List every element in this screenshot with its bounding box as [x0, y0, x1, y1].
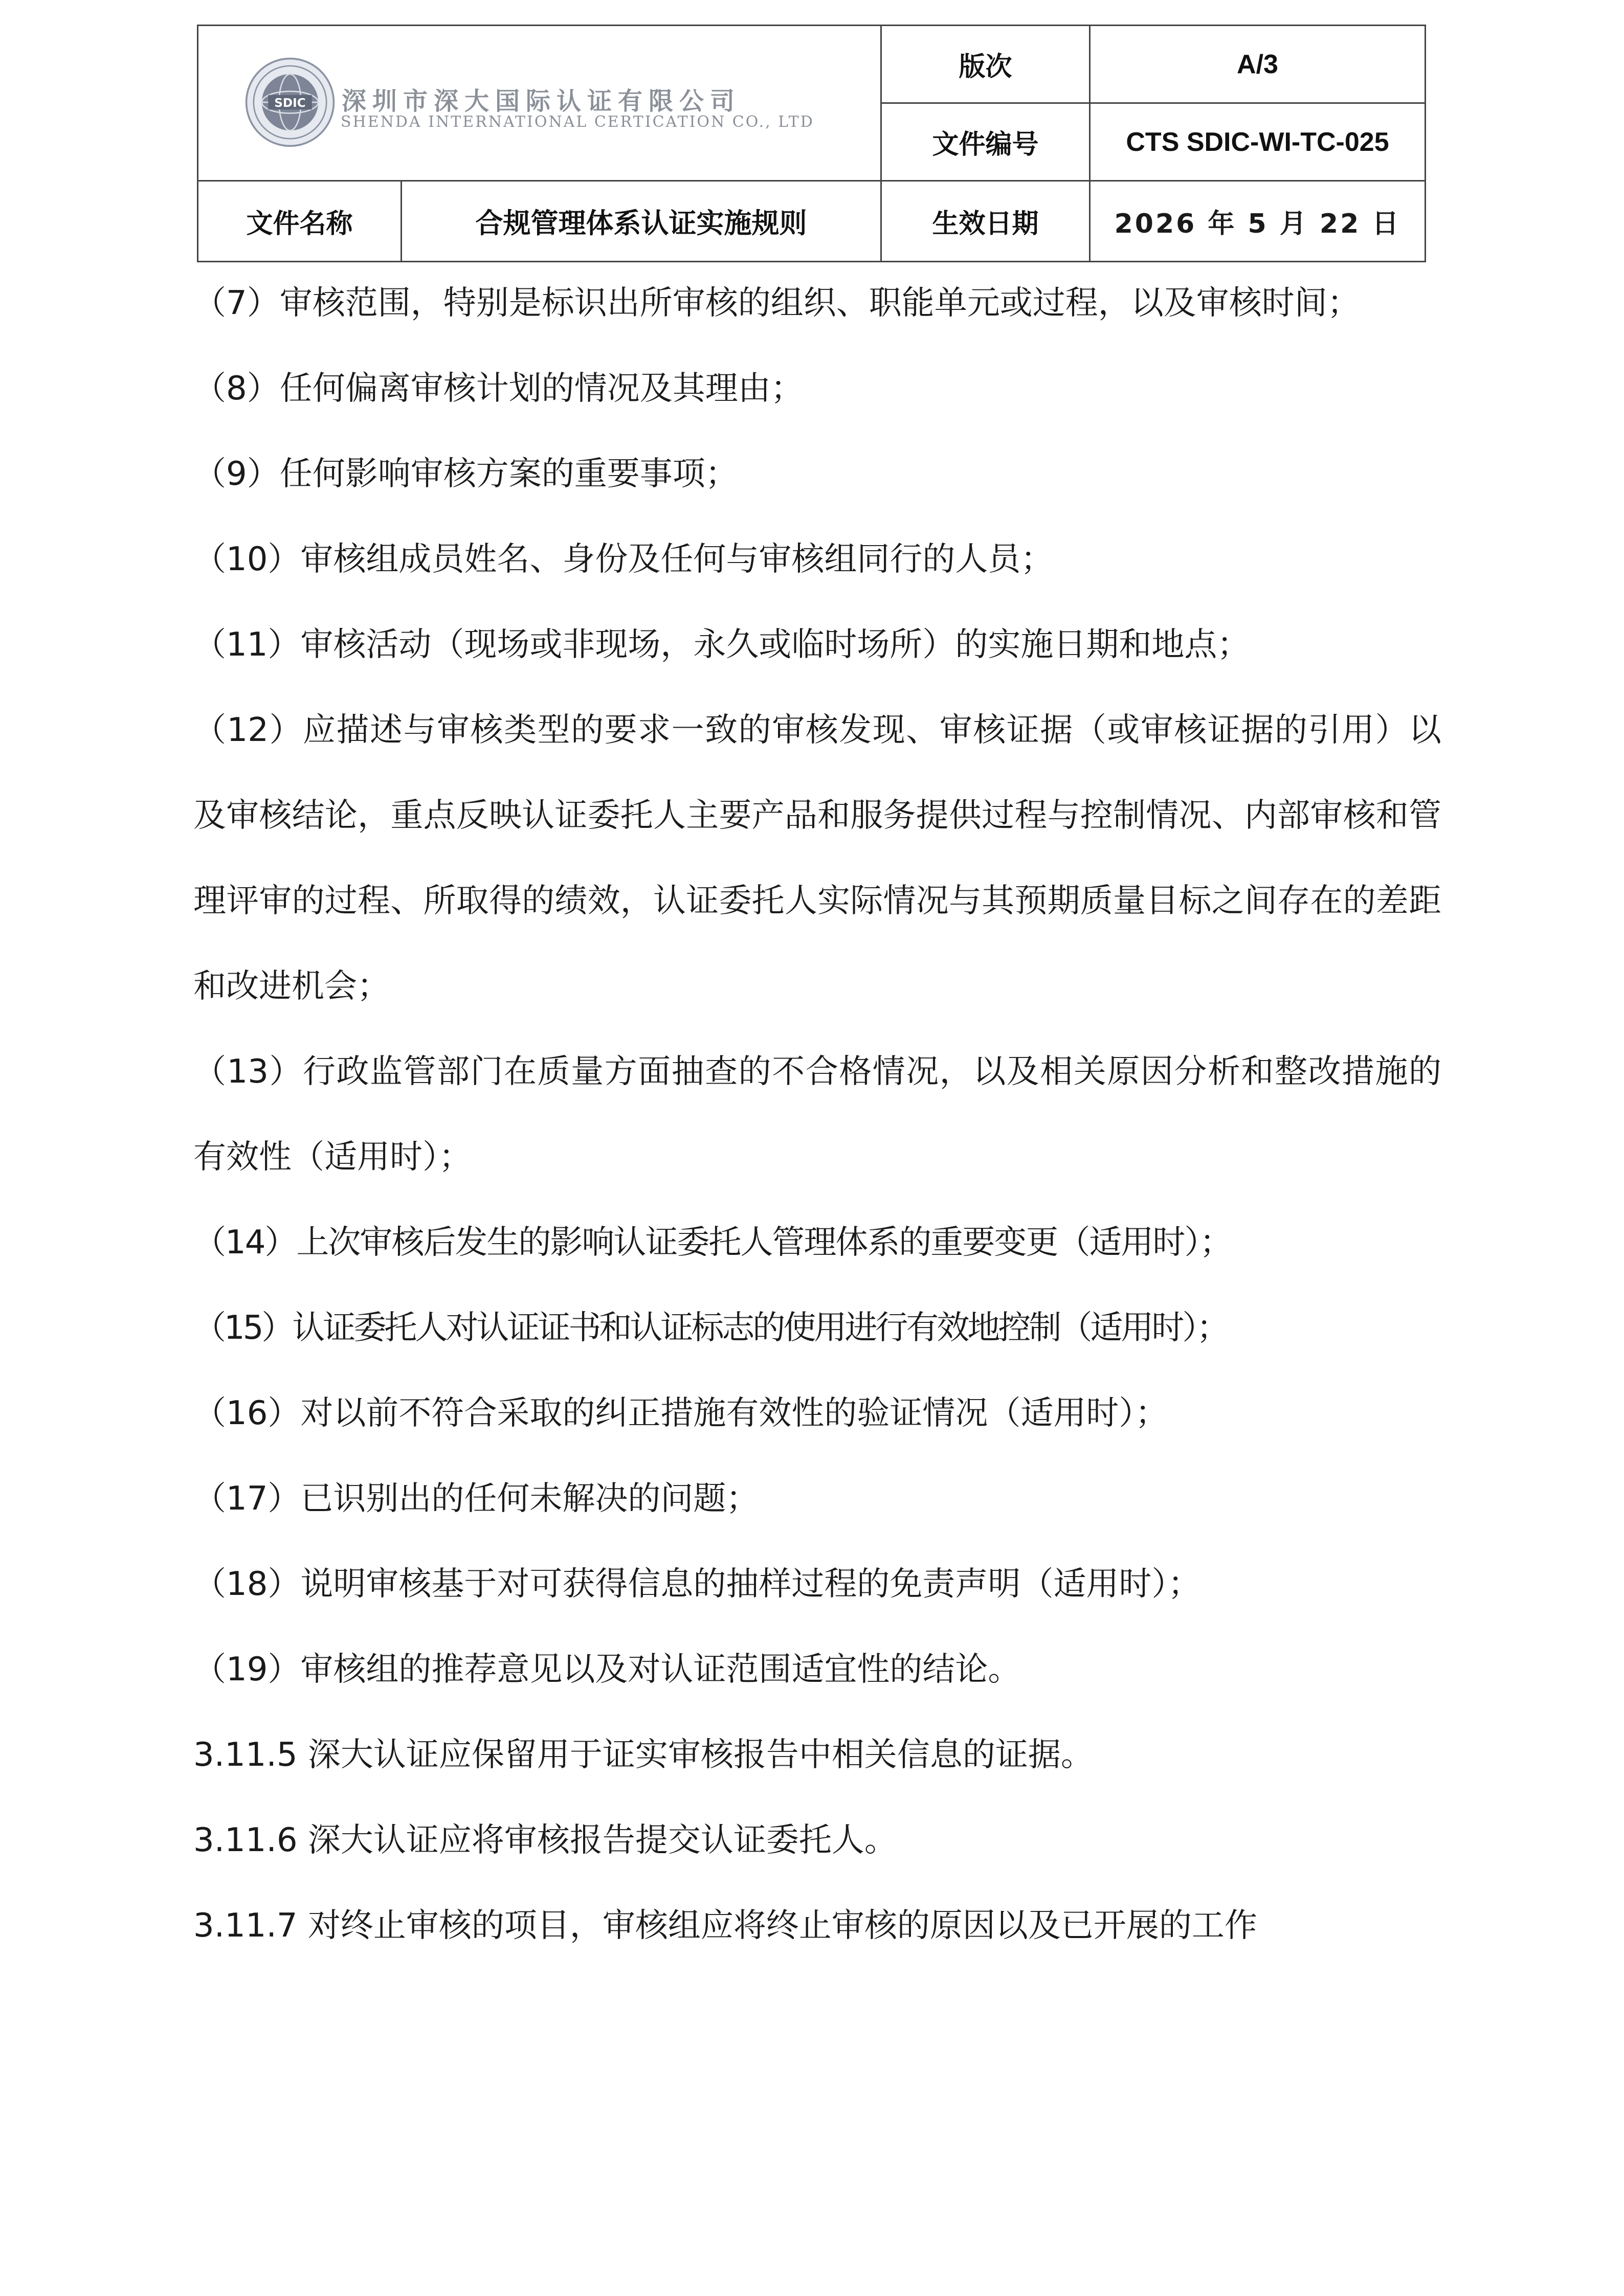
document-body — [193, 261, 1441, 1969]
effective-date-value: 2026 年 5 月 22 日 — [1090, 181, 1426, 262]
section-paragraph: 3.11.5 深大认证应保留用于证实审核报告中相关信息的证据。 — [193, 1736, 1094, 1774]
file-name-value: 合规管理体系认证实施规则 — [402, 181, 881, 262]
company-name-en: SHENDA INTERNATIONAL CERTICATION CO., LTD — [341, 113, 814, 131]
clause-paragraph: （17）已识别出的任何未解决的问题； — [193, 1480, 759, 1518]
file-name-label: 文件名称 — [198, 181, 402, 262]
company-name-cn: 深圳市深大国际认证有限公司 — [342, 87, 741, 116]
clause-paragraph: （15）认证委托人对认证证书和认证标志的使用进行有效地控制（适用时）； — [193, 1309, 1228, 1347]
clause-paragraph: （16）对以前不符合采取的纠正措施有效性的验证情况（适用时）； — [193, 1394, 1168, 1432]
section-paragraph: 3.11.6 深大认证应将审核报告提交认证委托人。 — [193, 1821, 897, 1859]
document-header-table — [197, 25, 1426, 262]
clause-paragraph: （11）审核活动（现场或非现场，永久或临时场所）的实施日期和地点； — [193, 626, 1250, 664]
version-value: A/3 — [1090, 26, 1426, 103]
clause-paragraph: （14）上次审核后发生的影响认证委托人管理体系的重要变更（适用时）； — [193, 1224, 1232, 1262]
clause-paragraph: （8）任何偏离审核计划的情况及其理由； — [193, 370, 804, 408]
svg-text:SDIC: SDIC — [274, 96, 306, 110]
clause-paragraph: （9）任何影响审核方案的重要事项； — [193, 455, 738, 493]
company-logo-cell — [198, 26, 881, 181]
company-seal-icon — [244, 57, 336, 148]
section-paragraph: 3.11.7 对终止审核的项目，审核组应将终止审核的原因以及已开展的工作 — [193, 1907, 1257, 1945]
clause-paragraph: （7）审核范围，特别是标识出所审核的组织、职能单元或过程，以及审核时间； — [193, 284, 1360, 322]
effective-date-label: 生效日期 — [881, 181, 1090, 262]
version-label: 版次 — [881, 26, 1090, 103]
clause-paragraph: （10）审核组成员姓名、身份及任何与审核组同行的人员； — [193, 541, 1054, 578]
clause-paragraph: （19）审核组的推荐意见以及对认证范围适宜性的结论。 — [193, 1651, 1021, 1689]
doc-no-value: CTS SDIC-WI-TC-025 — [1090, 103, 1426, 181]
doc-no-label: 文件编号 — [881, 103, 1090, 181]
clause-paragraph: （13）行政监管部门在质量方面抽查的不合格情况，以及相关原因分析和整改措施的有效性（适用时）； — [193, 1053, 1441, 1176]
company-logo — [244, 57, 814, 159]
clause-paragraph: （12）应描述与审核类型的要求一致的审核发现、审核证据（或审核证据的引用）以及审核结论，重点反映认证委托人主要产品和服务提供过程与控制情况、内部审核和管理评审的过程、所取得的绩效，认证委托人实际情况与其预期质量目标之间存在的差距和改进机会； — [193, 711, 1441, 1005]
clause-paragraph: （18）说明审核基于对可获得信息的抽样过程的免责声明（适用时）； — [193, 1565, 1201, 1603]
